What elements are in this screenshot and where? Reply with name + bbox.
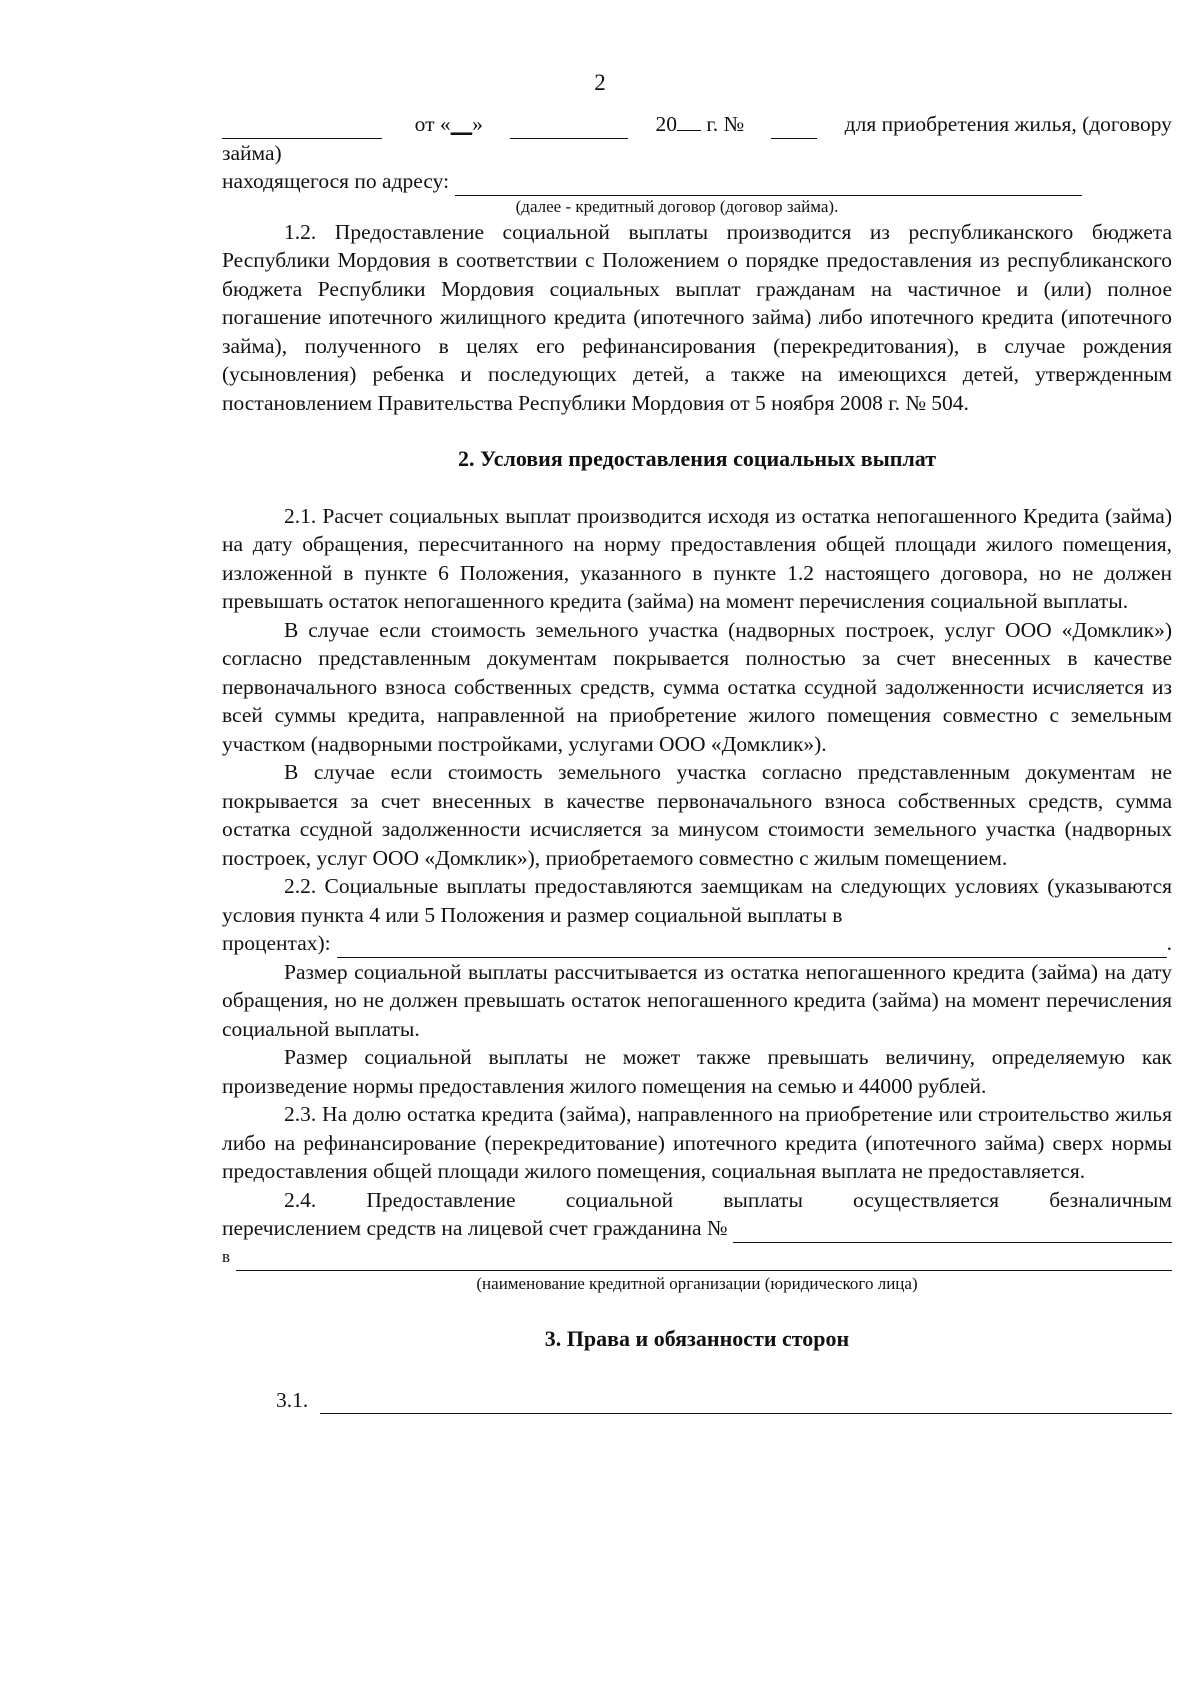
- paragraph-2-4: 2.4. Предоставление социальной выплаты осуществляется безналичным: [284, 1187, 1172, 1212]
- header-line-3: [222, 167, 1082, 196]
- address-label: находящегося по адресу:: [222, 169, 450, 193]
- bank-caption: (наименование кредитной организации (юридического лица): [476, 1274, 918, 1293]
- document-body: [222, 110, 1172, 1414]
- header-line-1: [222, 110, 1172, 139]
- paragraph-2-2: 2.2. Социальные выплаты предоставляются заемщикам на следующих условиях (указываются условия пункта 4 или 5 Положения и размер социальной выплаты в: [222, 874, 1172, 927]
- paragraph-2-2-tail: процентах): .: [222, 929, 1172, 958]
- bank-name-blank: [236, 1250, 1172, 1271]
- contract-blank: [222, 118, 382, 139]
- header-year: 20 г. №: [655, 112, 745, 136]
- paragraph-2-2-b: Размер социальной выплаты рассчитывается из остатка непогашенного кредита (займа) на дату обращения, но не должен превышать остаток непогашенного кредита (займа) на момент перечисления социальной выплаты.: [222, 959, 1172, 1041]
- paragraph-2-4-account: перечислением средств на лицевой счет гражданина №: [222, 1214, 1172, 1243]
- paragraph-2-2-c: Размер социальной выплаты не может также превышать величину, определяемую как произведение нормы предоставления жилого помещения на семью и 44000 рублей.: [222, 1045, 1172, 1098]
- date-blank: [510, 118, 628, 139]
- number-blank: [771, 118, 817, 139]
- credit-contract-caption: (далее - кредитный договор (договор займа).: [515, 196, 839, 216]
- paragraph-2-4-bank: в: [222, 1243, 1172, 1272]
- header-from: от «__»: [414, 112, 483, 136]
- percent-blank: [337, 937, 1167, 958]
- clause-3-1-blank: [320, 1393, 1172, 1414]
- paragraph-3-1: 3.1.: [222, 1386, 1172, 1415]
- header-purpose: для приобретения жилья, (договору: [844, 112, 1172, 136]
- section-2-title: 2. Условия предоставления социальных выплат: [457, 446, 937, 471]
- paragraph-2-1-c: В случае если стоимость земельного участка согласно представленным документам не покрывается за счет внесенных в качестве первоначального взноса собственных средств, сумма остатка ссудной задолженности исчисляется за минусом стоимости земельного участка (надворных построек, услуг ООО «Домклик»), приобретаемого совместно с жилым помещением.: [222, 760, 1172, 870]
- paragraph-1-2: 1.2. Предоставление социальной выплаты производится из республиканского бюджета Республики Мордовия в соответствии с Положением о порядке предоставления из республиканского бюджета Республики Мордовия социальных выплат гражданам на частичное и (или) полное погашение ипотечного жилищного кредита (ипотечного займа) либо ипотечного кредита (ипотечного займа), полученного в целях его рефинансирования (перекредитования), в случае рождения (усыновления) ребенка и последующих детей, а также на имеющихся детей, утвержденным постановлением Правительства Республики Мордовия от 5 ноября 2008 г. № 504.: [222, 219, 1172, 415]
- page-number: 2: [594, 70, 606, 95]
- paragraph-2-3: 2.3. На долю остатка кредита (займа), направленного на приобретение или строительство жилья либо на рефинансирование (перекредитование) ипотечного кредита (ипотечного займа) сверх нормы предоставления общей площади жилого помещения, социальная выплата не предоставляется.: [222, 1102, 1172, 1183]
- section-3-title: 3. Права и обязанности сторон: [544, 1326, 850, 1351]
- header-line-2: займа): [222, 140, 282, 165]
- address-blank: [455, 175, 1082, 196]
- paragraph-2-1-b: В случае если стоимость земельного участка (надворных построек, услуг ООО «Домклик») согласно представленным документам покрывается полностью за счет внесенных в качестве первоначального взноса собственных средств, сумма остатка ссудной задолженности исчисляется из всей суммы кредита, направленной на приобретение жилого помещения совместно с земельным участком (надворными постройками, услугами ООО «Домклик»).: [222, 617, 1172, 756]
- account-number-blank: [733, 1222, 1172, 1243]
- paragraph-2-1: 2.1. Расчет социальных выплат производится исходя из остатка непогашенного Кредита (займа) на дату обращения, пересчитанного на норму предоставления общей площади жилого помещения, изложенной в пункте 6 Положения, указанного в пункте 1.2 настоящего договора, но не должен превышать остаток непогашенного кредита (займа) на момент перечисления социальной выплаты.: [222, 503, 1172, 613]
